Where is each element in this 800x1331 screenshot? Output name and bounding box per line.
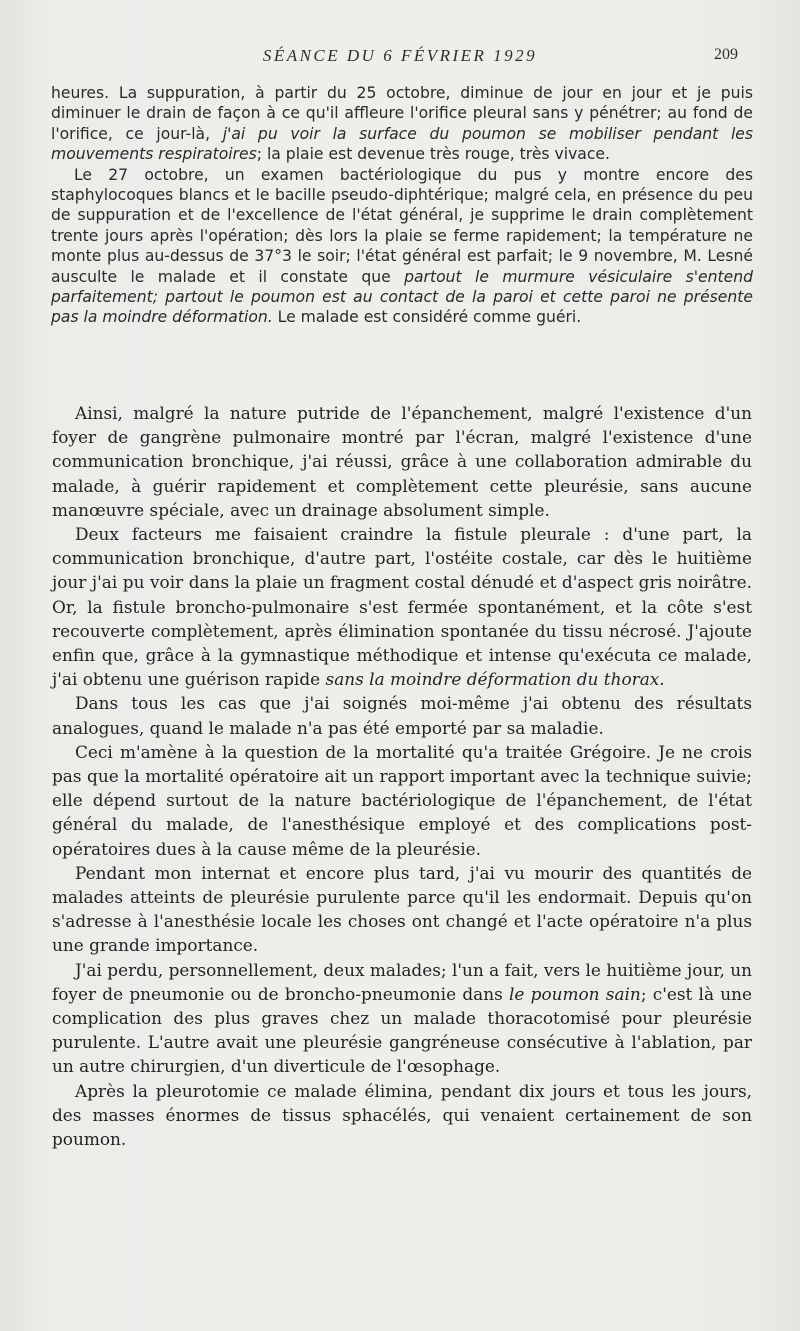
discussion-paragraph-3: Dans tous les cas que j'ai soignés moi-même j'ai obtenu des résultats analogues, quand le malade n'a pas été emporté par sa maladie.: [52, 693, 752, 738]
discussion-paragraph-4: Ceci m'amène à la question de la mortalité qu'a traitée Grégoire. Je ne crois pas que la mortalité opératoire ait un rapport important avec la technique suivie; elle dépend surtout de la nature bactériologique de l'épanchement, de l'état général du malade, de l'anesthésique employé et des complications post-opératoires dues à la cause même de la pleurésie.: [52, 741, 752, 859]
case-paragraph-2: Le 27 octobre, un examen bactériologique du pus y montre encore des staphylocoques blancs et le bacille pseudo-diphtérique; malgré cela, en présence du peu de suppuration et de l'excellence de l'état général, je supprime le drain complètement trente jours après l'opération; dès lors la plaie se ferme rapidement; la température ne monte plus au-dessus de 37°3 le soir; l'état général est parfait; le 9 novembre, M. Lesné ausculte le malade et il constate que partout le murmure vésiculaire s'entend parfaitement; partout le poumon est au contact de la paroi et cette paroi ne présente pas la moindre déformation. Le malade est considéré comme guéri.: [51, 165, 753, 327]
case-report-block: [51, 83, 753, 328]
discussion-paragraph-2: Deux facteurs me faisaient craindre la fistule pleurale : d'une part, la communication bronchique, d'autre part, l'ostéite costale, car dès le huitième jour j'ai pu voir dans la plaie un fragment costal dénudé et d'aspect gris noirâtre. Or, la fistule broncho-pulmonaire s'est fermée spontanément, et la côte s'est recouverte complètement, après élimination spontanée du tissu nécrosé. J'ajoute enfin que, grâce à la gymnastique méthodique et intense qu'exécuta ce malade, j'ai obtenu une guérison rapide sans la moindre déformation du thorax.: [52, 524, 752, 690]
discussion-paragraph-5: Pendant mon internat et encore plus tard, j'ai vu mourir des quantités de malades atteints de pleurésie purulente parce qu'il les endormait. Depuis qu'on s'adresse à l'anesthésie locale les choses ont changé et l'acte opératoire n'a plus une grande importance.: [52, 862, 752, 956]
running-title: SÉANCE DU 6 FÉVRIER 1929: [262, 46, 538, 65]
case-paragraph-1: heures. La suppuration, à partir du 25 octobre, diminue de jour en jour et je puis diminuer le drain de façon à ce qu'il affleure l'orifice pleural sans y pénétrer; au fond de l'orifice, ce jour-là, j'ai pu voir la surface du poumon se mobiliser pendant les mouvements respiratoires; la plaie est devenue très rouge, très vivace.: [51, 84, 753, 164]
discussion-paragraph-1: Ainsi, malgré la nature putride de l'épanchement, malgré l'existence d'un foyer de gangrène pulmonaire montré par l'écran, malgré l'existence d'une communication bronchique, j'ai réussi, grâce à une collaboration admirable du malade, à guérir rapidement et complètement cette pleurésie, sans aucune manœuvre spéciale, avec un drainage absolument simple.: [52, 403, 752, 520]
italic-phrase: le poumon sain: [509, 983, 641, 1004]
italic-phrase: j'ai pu voir la surface du poumon se mobiliser pendant les mouvements respiratoires: [51, 124, 753, 164]
discussion-paragraph-7: Après la pleurotomie ce malade élimina, pendant dix jours et tous les jours, des masses énormes de tissus sphacélés, qui venaient certainement de son poumon.: [52, 1080, 752, 1150]
page-header: [0, 46, 800, 70]
italic-phrase: sans la moindre déformation du thorax.: [325, 669, 665, 690]
italic-phrase: partout le murmure vésiculaire s'entend parfaitement; partout le poumon est au contact de la paroi et cette paroi ne présente pas la moindre déformation.: [51, 267, 753, 327]
discussion-block: [52, 401, 752, 1151]
page-number: 209: [714, 46, 738, 63]
discussion-paragraph-6: J'ai perdu, personnellement, deux malades; l'un a fait, vers le huitième jour, un foyer de pneumonie ou de broncho-pneumonie dans le poumon sain; c'est là une complication des plus graves chez un malade thoracotomisé pour pleurésie purulente. L'autre avait une pleurésie gangréneuse consécutive à l'ablation, par un autre chirurgien, d'un diverticule de l'œsophage.: [52, 959, 753, 1077]
